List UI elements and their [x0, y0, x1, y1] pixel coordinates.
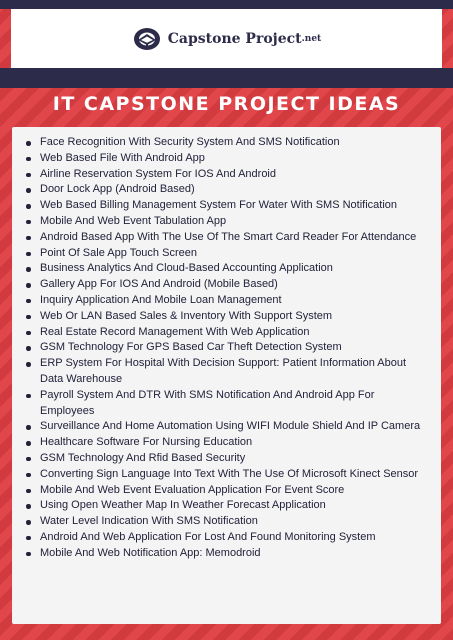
list-item: Mobile And Web Event Tabulation App: [40, 214, 421, 230]
list-item: Android And Web Application For Lost And Found Monitoring System: [40, 530, 421, 546]
list-item: Payroll System And DTR With SMS Notification And Android App For Employees: [40, 388, 421, 420]
list-item: Android Based App With The Use Of The Smart Card Reader For Attendance: [40, 230, 421, 246]
list-item: Web Or LAN Based Sales & Inventory With Support System: [40, 309, 421, 325]
header-bottom-bar: [0, 68, 453, 88]
logo-card: [11, 9, 442, 68]
header-top-bar: [0, 0, 453, 9]
list-item: Door Lock App (Android Based): [40, 182, 421, 198]
list-item: Using Open Weather Map In Weather Forecast Application: [40, 498, 421, 514]
list-item: Surveillance And Home Automation Using WIFI Module Shield And IP Camera: [40, 419, 421, 435]
list-item: Web Based Billing Management System For Water With SMS Notification: [40, 198, 421, 214]
list-item: Water Level Indication With SMS Notification: [40, 514, 421, 530]
brand-name: Capstone Project: [167, 30, 302, 47]
list-item: Mobile And Web Notification App: Memodroid: [40, 546, 421, 562]
page-title: IT CAPSTONE PROJECT IDEAS: [52, 93, 401, 115]
list-item: Face Recognition With Security System And SMS Notification: [40, 135, 421, 151]
list-item: ERP System For Hospital With Decision Support: Patient Information About Data Warehouse: [40, 356, 421, 388]
list-item: GSM Technology For GPS Based Car Theft Detection System: [40, 340, 421, 356]
list-item: Point Of Sale App Touch Screen: [40, 246, 421, 262]
list-item: Real Estate Record Management With Web Application: [40, 325, 421, 341]
list-item: Converting Sign Language Into Text With The Use Of Microsoft Kinect Sensor: [40, 467, 421, 483]
list-item: Web Based File With Android App: [40, 151, 421, 167]
brand-suffix: .net: [301, 33, 322, 44]
list-item: Inquiry Application And Mobile Loan Management: [40, 293, 421, 309]
ideas-card: [12, 127, 441, 624]
ideas-list: [12, 127, 441, 562]
list-item: Mobile And Web Event Evaluation Application For Event Score: [40, 483, 421, 499]
list-item: Gallery App For IOS And Android (Mobile Based): [40, 277, 421, 293]
list-item: Business Analytics And Cloud-Based Accounting Application: [40, 261, 421, 277]
header-band: [0, 0, 453, 88]
list-item: GSM Technology And Rfid Based Security: [40, 451, 421, 467]
list-item: Airline Reservation System For IOS And Android: [40, 167, 421, 183]
list-item: Healthcare Software For Nursing Education: [40, 435, 421, 451]
capstone-logo-icon: [132, 26, 162, 52]
